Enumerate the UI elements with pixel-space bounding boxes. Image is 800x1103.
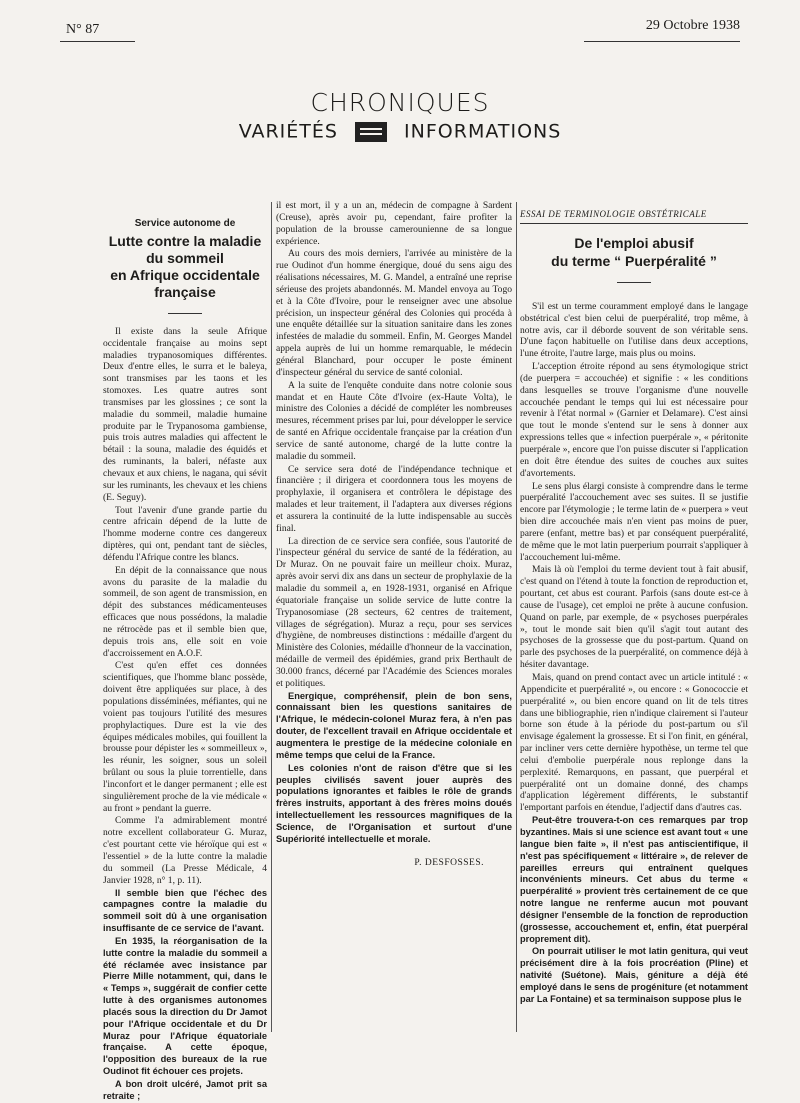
article2-title — [520, 234, 748, 270]
article1-signature: P. DESFOSSES. — [414, 857, 484, 868]
article2-paragraph: S'il est un terme couramment employé dans le langage obstétrical c'est bien celui de puerpéralité, trop même, à notre avis, car il déborde souvent de son véritable sens. D'une façon habituelle on l'utilise dans deux acceptions, l'une étroite, l'autre large, mais plus ou moins. — [520, 300, 748, 360]
article1-separator — [168, 313, 202, 314]
column-rule-2 — [516, 202, 517, 1032]
article2-bold-paragraph: On pourrait utiliser le mot latin genitura, qui veut précisément dire à la fois procréation (Pline) et nativité (Suétone). Mais, géniture a déjà été employé dans le sens de progéniture (et notamment par La Fontaine) et sa terminaison suppose plus le — [520, 946, 748, 1004]
header-rule-right — [584, 41, 740, 42]
article2-bold-paragraph: Peut-être trouvera-t-on ces remarques par trop byzantines. Mais si une science est avant tout « une langue bien faite », il n'est pas antiscientifique, il n'est pas spécifiquement « littéraire », de relever de pareilles erreurs qui entraînent quelques inconvénients mineurs. Cet abus du terme « puerpéralité » provient très certainement de ce que notre langue ne renferme aucun mot pouvant désigner l'ensemble de la fonction de reproduction (grossesse, accouchement et, enfin, état puerpéral proprement dit). — [520, 815, 748, 944]
article2-paragraph: Le sens plus élargi consiste à comprendre dans le terme puerpéralité l'accouchement avec ses suites. Il se justifie encore par l'étymologie ; le terme latin de « puerpera » veut bien dire accouchée mais n'en vient pas moins de puer, parere (enfant, mettre bas) et par conséquent puerpéralité, de même que le mot latin puerperium pourrait s'appliquer à l'accouchement lui-même. — [520, 480, 748, 563]
column-3 — [520, 207, 748, 1057]
article1-paragraph: il est mort, il y a un an, médecin de compagne à Sardent (Creuse), après avoir pu, cependant, faire profiter la population de la brousse camerounienne de sa longue expérience. — [276, 200, 512, 247]
article1-bold-paragraph: Energique, compréhensif, plein de bon sens, connaissant bien les questions sanitaires de l'Afrique, le médecin-colonel Muraz fera, à n'en pas douter, de l'excellent travail en Afrique occidentale et augmentera le prestige de la médecine coloniale en même temps que celui de la France. — [276, 690, 512, 760]
article1-paragraph: La direction de ce service sera confiée, sous l'autorité de l'inspecteur général du service de santé de la fédération, au Dr Muraz. On ne pouvait faire un meilleur choix. Muraz, après avoir servi dix ans dans un secteur de prophylaxie de la maladie du sommeil a, en 1928-1931, organisé en Afrique équatoriale française un solide service de lutte contre la Trypanosomiase (28 secteurs, 62 centres de traitement, villages de ségrégation). Muraz a reçu, pour ses services d'hygiène, de nombreuses distinctions : médaille d'argent du Ministère des Colonies, médaille d'honneur de la vaccination, médaille de vermeil des épidémies, grand prix Berthault de 30.000 francs, décerné par l'Académie des Sciences morales et politiques. — [276, 535, 512, 689]
column-2 — [276, 200, 512, 1042]
article2-kicker-rule — [520, 223, 748, 224]
column-1 — [103, 200, 267, 1101]
masthead-emblem-icon — [355, 122, 387, 142]
article1-paragraph: Comme l'a admirablement montré notre excellent collaborateur G. Muraz, c'est pourtant cette vie héroïque qui est « l'essentiel » de la lutte contre la maladie du sommeil (La Presse Médicale, 4 Janvier 1928, n° 1, p. 11). — [103, 815, 267, 886]
article2-paragraph: L'acception étroite répond au sens étymologique strict (de puerpera = accouchée) et signifie : « les conditions dans lesquelles se trouve l'organisme d'une nouvelle accouchée pendant le temps qui lui est nécessaire pour revenir à l'état normal » (Garnier et Delamare). C'est ainsi que tout le monde s'entend sur le sens à donner aux expressions telles que « infection puerpérale », « péritonite puerpérale », encore que l'on puisse discuter si l'application en doit être étendue des suites de couches aux suites d'avortements. — [520, 361, 748, 479]
masthead-varietes: VARIÉTÉS — [238, 120, 338, 143]
article1-bold-paragraph: En 1935, la réorganisation de la lutte contre la maladie du sommeil a été réclamée avec insistance par Pierre Mille notamment, qui, dans le « Temps », suggérait de confier cette lutte à des organismes autonomes placés sous la direction du Dr Jamot pour l'Afrique occidentale et du Dr Muraz pour l'Afrique équatoriale française. A cette époque, l'opposition des bureaux de la rue Oudinot fit échouer ces projets. — [103, 935, 267, 1077]
article1-title-line: Lutte contre la maladie — [108, 232, 262, 249]
article1-paragraph: C'est qu'en effet ces données scientifiques, que l'homme blanc possède, doivent être appliquées sur place, à des populations disséminées, méfiantes, qui ne voient pas toujours l'utilité des mesures prophylactiques. Dure est la vie des équipes médicales mobiles, qui fouillent la brousse pour dépister les « sommeilleux », les réunir, les soigner, sous un soleil brûlant ou sous la pluie torrentielle, dans l'inconfort et le danger permanent ; elle est singulièrement proche de la vie médicale « au front » pendant la guerre. — [103, 660, 267, 814]
masthead-subtitle — [0, 120, 800, 143]
article2-paragraph: Mais là où l'emploi du terme devient tout à fait abusif, c'est quand on l'étend à toute la fonction de reproduction et, pourtant, cet abus est courant. Parfois (sans doute est-ce à cause de l'usage), cet emploi ne prête à aucune confusion. Quand on parle, par exemple, de « psychoses puerpérales », tout le monde sait bien qu'il s'agit tout autant des psychoses de la grossesse que du post-partum. Quand on parle des psychoses de la puerpéralité, on commence déjà à hésiter davantage. — [520, 564, 748, 671]
article1-title — [103, 233, 267, 301]
article2-kicker: ESSAI DE TERMINOLOGIE OBSTÉTRICALE — [520, 209, 707, 219]
page-number: N° 87 — [66, 22, 100, 37]
issue-date: 29 Octobre 1938 — [645, 18, 740, 33]
article1-bold-paragraph: A bon droit ulcéré, Jamot prit sa retraite ; — [103, 1079, 267, 1101]
article2-separator — [617, 282, 651, 283]
masthead-title: CHRONIQUES — [310, 88, 490, 117]
article1-paragraph: Tout l'avenir d'une grande partie du centre africain dépend de la lutte de l'homme moderne contre ces dangereux diptères, qui ont, pendant tant de siècles, défendu l'Afrique contre les blancs. — [103, 504, 267, 563]
article1-paragraph: Il existe dans la seule Afrique occidentale française au moins sept maladies trypanosomiques différentes. Deux d'entre elles, le surra et le baleya, sont transmises par les taons et les stomoxes. Les quatre autres sont transmises par les glossines ; ce sont la maladie du sommeil, maladie humaine produite par le Trypanosoma gambiense, puis trois autres maladies qui affectent le bétail : la souna, maladie des équidés et des ruminants, la baleri, néfaste aux chevaux et aux chiens, le nagana, qui sévit sur les ruminants, les chevaux et les chiens (E. Seguy). — [103, 325, 267, 503]
column-rule-1 — [271, 202, 272, 1032]
article1-bold-paragraph: Les colonies n'ont de raison d'être que si les peuples civilisés savent jouer auprès des populations ignorantes et faibles le rôle de grands frères instruits, apportant à des frères moins doués intellectuellement les ressources magnifiques de la Science, de l'Organisation et surtout d'une Supériorité intellectuelle et morale. — [276, 762, 512, 844]
article1-paragraph: Ce service sera doté de l'indépendance technique et financière ; il dirigera et coordonnera tous les moyens de prophylaxie, il organisera et contrôlera le dépistage des malades et leur traitement, il l'adaptera aux diverses régions et assurera la continuité de la lutte indispensable au succès final. — [276, 463, 512, 534]
header-rule-left — [60, 41, 135, 42]
article1-paragraph: En dépit de la connaissance que nous avons du parasite de la maladie du sommeil, de son agent de transmission, en dépit des substances médicamenteuses efficaces que nous possédons, la maladie ne rétrocède pas et il semble bien que, depuis trois ans, elle soit en voie d'accroissement en A.O.F. — [103, 564, 267, 659]
article1-paragraph: Au cours des mois derniers, l'arrivée au ministère de la rue Oudinot d'un homme énergique, doué du sens aigu des réalisations nécessaires, M. G. Mandel, a entraîné une reprise sérieuse des projets abandonnés. M. Mandel envoya au Togo et à la Côte d'Ivoire, pour le renseigner avec une absolue précision, un inspecteur général des Colonies qui procéda à une enquête détaillée sur la situation sanitaire dans les zones infestées de maladie du sommeil. Enfin, M. Georges Mandel appela auprès de lui un homme remarquable, le médecin général Blanchard, pour occuper le poste éminent d'inspecteur général du service de santé colonial. — [276, 248, 512, 378]
article1-title-line: du sommeil — [146, 249, 224, 266]
article1-kicker: Service autonome de — [134, 218, 236, 229]
article2-paragraph: Mais, quand on prend contact avec un article intitulé : « Appendicite et puerpéralité », ou encore : « Gonococcie et puerpéralité », ou bien encore quand on lit de tels titres dans une bibliographie, rien n'indique clairement si l'auteur borne son étude à la période du post-partum ou s'il envisage également la grossesse. Et si l'on finit, en général, par incliner vers cette dernière hypothèse, un terme tel que celui d'embolie puerpérale nous replonge dans la perplexité. Remarquons, en passant, que puerpéral et puerpéralité ont un domaine donné, des champs d'application légèrement différents, le substantif l'emportant parfois en étendue, l'adjectif dans d'autres cas. — [520, 672, 748, 814]
article1-title-line: en Afrique occidentale française — [110, 266, 260, 300]
article1-bold-paragraph: Il semble bien que l'échec des campagnes contre la maladie du sommeil soit dû à une organisation insuffisante de ce service de l'avant. — [103, 887, 267, 934]
masthead-informations: INFORMATIONS — [404, 120, 562, 143]
article2-title-line: De l'emploi abusif — [574, 234, 694, 251]
article1-paragraph: A la suite de l'enquête conduite dans notre colonie sous mandat et en Haute Côte d'Ivoire (ex-Haute Volta), le ministre des Colonies a décidé de compléter les nombreuses mesures, récemment prises par lui, pour développer le service de santé en Afrique occidentale française par la création d'un service de santé autonome, chargé de la lutte contre la maladie du sommeil. — [276, 379, 512, 462]
article2-title-line: du terme “ Puerpéralité ” — [551, 252, 717, 269]
